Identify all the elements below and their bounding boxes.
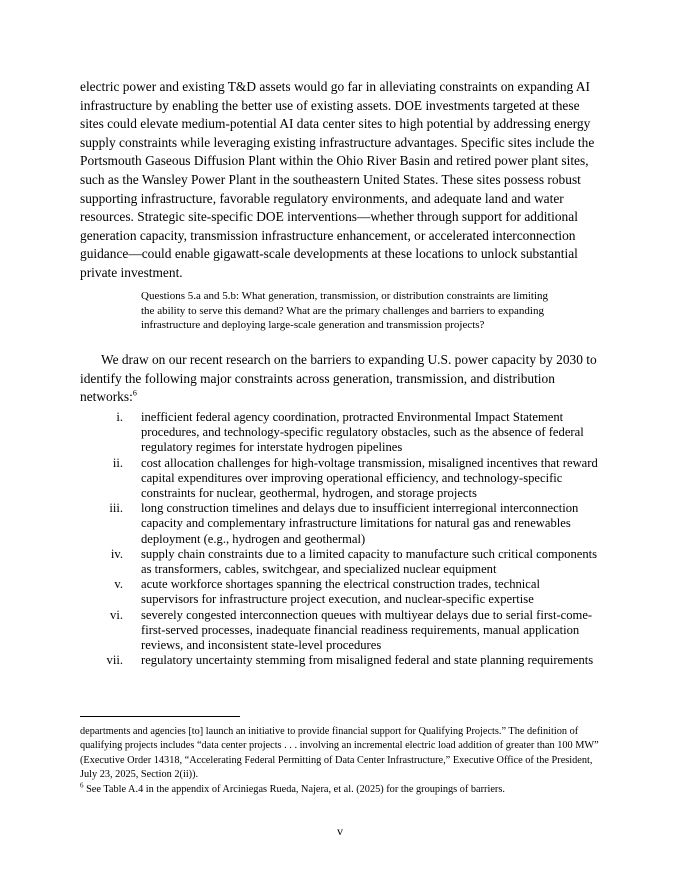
footnote-divider [80, 716, 240, 717]
list-item-text: cost allocation challenges for high-voltage transmission, misaligned incentives that reward capital expenditures over improving operational efficiency, and technology-specific constraints for nuclear, geothermal, hydrogen, and storage projects [141, 455, 598, 501]
list-item-number: iv. [110, 546, 123, 561]
list-item [80, 653, 600, 668]
list-item [80, 547, 600, 577]
constraints-list [80, 410, 600, 668]
list-item-number: iii. [109, 501, 123, 516]
list-item-number: v. [114, 577, 123, 592]
list-item-number: vi. [110, 607, 123, 622]
list-item [80, 501, 600, 547]
question-block: Questions 5.a and 5.b: What generation, transmission, or distribution constraints are limiting the ability to serve this demand? What are the primary challenges and barriers to expanding infrastructure and deploying large-scale generation and transmission projects? [141, 290, 549, 332]
list-item-number: ii. [112, 455, 123, 470]
footnote-6-text: See Table A.4 in the appendix of Arciniegas Rueda, Najera, et al. (2025) for the groupings of barriers. [83, 784, 505, 795]
list-item [80, 410, 600, 456]
footnote-6-marker: 6 [80, 781, 84, 790]
list-item-number: vii. [106, 653, 123, 668]
intro-paragraph [80, 351, 605, 407]
list-item-text: acute workforce shortages spanning the electrical construction trades, technical supervisors for infrastructure project execution, and nuclear-specific expertise [141, 577, 540, 607]
continuation-paragraph: electric power and existing T&D assets would go far in alleviating constraints on expanding AI infrastructure by enabling the better use of existing assets. DOE investments targeted at these sites could elevate medium-potential AI data center sites to high potential by addressing energy supply constraints while leveraging existing infrastructure advantages. Specific sites include the Portsmouth Gaseous Diffusion Plant within the Ohio River Basin and retired power plant sites, such as the Wansley Power Plant in the southeastern United States. These sites possess robust supporting infrastructure, favorable regulatory environments, and adequate land and water resources. Strategic site-specific DOE interventions—whether through support for additional generation capacity, transmission infrastructure enhancement, or accelerated interconnection guidance—could enable gigawatt-scale developments at these locations to unlock substantial private investment. [80, 79, 595, 280]
footnote-continued: departments and agencies [to] launch an initiative to provide financial support for Qualifying Projects.” The definition of qualifying projects includes “data center projects . . . involving an incremental electric load addition of greater than 100 MW” (Executive Order 14318, “Accelerating Federal Permitting of Data Center Infrastructure,” Executive Office of the President, July 23, 2025, Section 2(ii)). [80, 726, 599, 780]
list-item [80, 456, 600, 502]
list-item-text: regulatory uncertainty stemming from misaligned federal and state planning requirements [141, 653, 594, 668]
list-item [80, 577, 600, 607]
list-item-text: supply chain constraints due to a limited capacity to manufacture such critical components as transformers, cables, switchgear, and specialized nuclear equipment [141, 546, 598, 577]
list-item-text: inefficient federal agency coordination, protracted Environmental Impact Statement procedures, and technology-specific regulatory obstacles, such as the absence of federal regulatory regimes for interstate hydrogen pipelines [141, 410, 584, 455]
footnote-ref-6[interactable]: 6 [132, 388, 137, 398]
list-item-text: long construction timelines and delays due to insufficient interregional interconnection capacity and complementary infrastructure limitations for natural gas and renewables deployment (e.g., hydrogen and geothermal) [141, 501, 579, 546]
list-item-text: severely congested interconnection queues with multiyear delays due to serial first-come-first-served processes, inadequate financial readiness requirements, manual application reviews, and inconsistent state-level procedures [141, 607, 593, 653]
page-number: v [337, 824, 343, 838]
footnote-6 [80, 783, 600, 797]
list-item [80, 608, 600, 654]
list-item-number: i. [116, 410, 123, 424]
intro-paragraph-text: We draw on our recent research on the barriers to expanding U.S. power capacity by 2030 to identify the following major constraints across generation, transmission, and distribution networks: [80, 352, 597, 405]
